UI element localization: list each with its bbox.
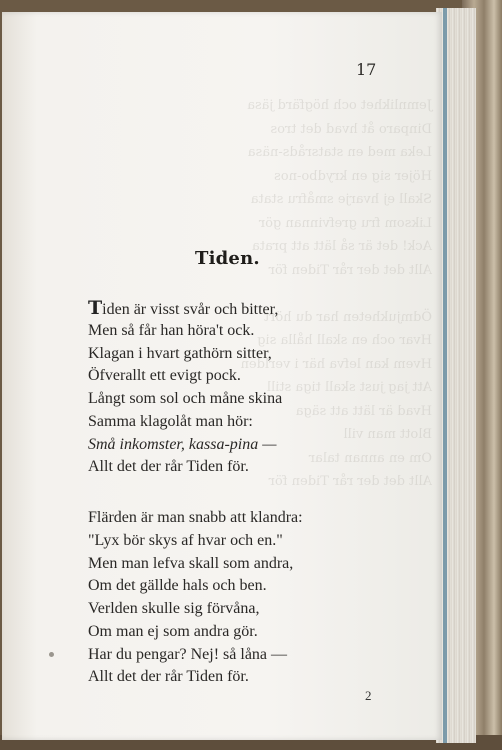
- verse-line: [88, 297, 282, 320]
- page-stack-edges: [436, 8, 476, 743]
- verse-line: Om man ej som andra gör.: [88, 622, 258, 640]
- blue-page-edge: [443, 8, 447, 743]
- verse-line: "Lyx bör skys af hvar och en.": [88, 531, 283, 549]
- verse-line: Flärden är man snabb att klandra:: [88, 509, 303, 526]
- verse-line: Har du pengar? Nej! så låna —: [88, 645, 288, 663]
- book-page: [2, 12, 442, 740]
- verse-line: Långt som sol och måne skina: [88, 390, 283, 407]
- paper-speck: [49, 652, 54, 657]
- verse-line: Men man lefva skall som andra,: [88, 554, 294, 572]
- verse-line: Men så får han höra't ock.: [88, 321, 255, 339]
- page-number: 17: [356, 60, 377, 79]
- verse-line: Allt det der rår Tiden för.: [88, 458, 249, 476]
- printer-signature: 2: [365, 688, 372, 703]
- verse-line: Öfverallt ett evigt pock.: [88, 367, 241, 385]
- stanza-1: [88, 297, 282, 479]
- verse-line: Samma klagolåt man hör:: [88, 412, 253, 430]
- drop-initial: T: [88, 297, 103, 319]
- verse-line: Verlden skulle sig förvåna,: [88, 600, 260, 617]
- verse-line: Om det gällde hals och ben.: [88, 577, 267, 595]
- stanza-2: [88, 507, 303, 689]
- poem-title: Tiden.: [195, 248, 260, 269]
- verse-line: Klagan i hvart gathörn sitter,: [88, 344, 272, 362]
- show-through-text: Jemnlikhet och högfärd jäsa Dinparo åt hvad det tros Leka med en statsråds-näsa Höjer sig en krydbo-nos Skall ej hvarje småfru stata Liksom fru grefvinnan gör Ack! det är så lätt att prata Allt det der rår Tiden för Ödmjukheten har du hört Hvar och en skall hålla sig Hvem kan lefva här i verlden Att jag just skall tiga still Hvad är lätt att säga Blott man vill Om en annan talar Allt det der rår Tiden för: [240, 98, 432, 489]
- verse-line-rest: iden är visst svår och bitter,: [102, 301, 279, 318]
- verse-line-italic: Små inkomster, kassa-pina —: [88, 435, 277, 453]
- verse-line: Allt det der rår Tiden för.: [88, 668, 249, 686]
